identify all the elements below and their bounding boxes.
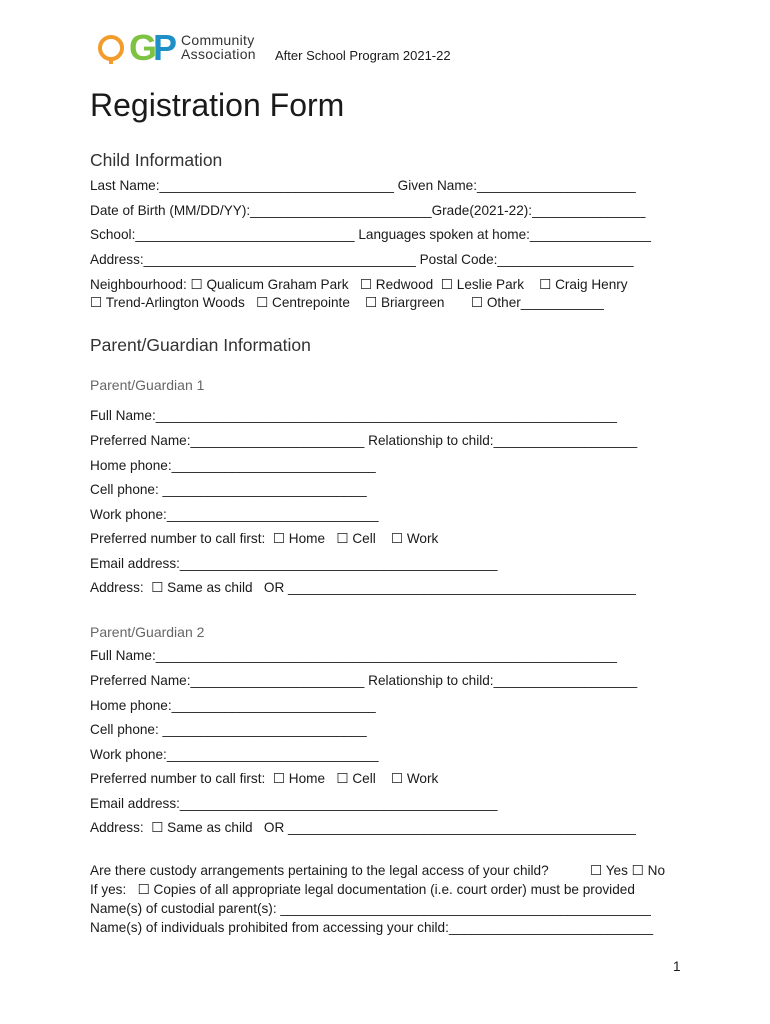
logo-q-mark <box>96 34 126 64</box>
custody-documentation[interactable]: If yes: ☐ Copies of all appropriate legal documentation (i.e. court order) must be provided <box>90 882 635 897</box>
parent2-call-first[interactable]: Preferred number to call first: ☐ Home ☐ Cell ☐ Work <box>90 771 439 786</box>
custodial-parents-field[interactable]: Name(s) of custodial parent(s): _________________________________________________ <box>90 901 651 916</box>
logo-text: Community Association <box>181 32 256 62</box>
address-postal-row[interactable]: Address:____________________________________ Postal Code:__________________ <box>90 252 634 267</box>
parent2-full-name[interactable]: Full Name:_____________________________________________________________ <box>90 648 617 663</box>
parent1-email[interactable]: Email address:__________________________________________ <box>90 556 498 571</box>
parent2-cell-phone[interactable]: Cell phone: ___________________________ <box>90 722 367 737</box>
parent1-preferred-relationship[interactable]: Preferred Name:_______________________ Relationship to child:___________________ <box>90 433 638 448</box>
parent1-address[interactable]: Address: ☐ Same as child OR ______________________________________________ <box>90 580 636 595</box>
school-languages-row[interactable]: School:_____________________________ Languages spoken at home:________________ <box>90 227 651 242</box>
logo-p-letter: P <box>153 27 178 68</box>
parent2-heading: Parent/Guardian 2 <box>90 624 205 640</box>
parent1-cell-phone[interactable]: Cell phone: ___________________________ <box>90 482 367 497</box>
parent1-home-phone[interactable]: Home phone:___________________________ <box>90 458 376 473</box>
page-title: Registration Form <box>90 87 345 123</box>
logo-g-letter: G <box>129 27 158 68</box>
child-info-heading: Child Information <box>90 150 223 170</box>
neighbourhood-options-1[interactable]: Neighbourhood: ☐ Qualicum Graham Park ☐ Redwood ☐ Leslie Park ☐ Craig Henry <box>90 277 628 292</box>
parent-info-heading: Parent/Guardian Information <box>90 335 311 355</box>
parent2-preferred-relationship[interactable]: Preferred Name:_______________________ Relationship to child:___________________ <box>90 673 638 688</box>
custody-question: Are there custody arrangements pertaining to the legal access of your child? <box>90 863 549 878</box>
program-subtitle: After School Program 2021-22 <box>275 48 451 63</box>
page-number: 1 <box>673 959 681 974</box>
custody-yes-no[interactable]: ☐ Yes ☐ No <box>590 863 666 878</box>
parent2-email[interactable]: Email address:__________________________________________ <box>90 796 498 811</box>
prohibited-individuals-field[interactable]: Name(s) of individuals prohibited from accessing your child:___________________________ <box>90 920 654 935</box>
parent1-call-first[interactable]: Preferred number to call first: ☐ Home ☐ Cell ☐ Work <box>90 531 439 546</box>
parent1-work-phone[interactable]: Work phone:____________________________ <box>90 507 379 522</box>
neighbourhood-options-2[interactable]: ☐ Trend-Arlington Woods ☐ Centrepointe ☐ Briargreen ☐ Other___________ <box>90 295 604 310</box>
last-given-name-row[interactable]: Last Name:_______________________________ Given Name:_____________________ <box>90 178 636 193</box>
dob-grade-row[interactable]: Date of Birth (MM/DD/YY):________________________Grade(2021-22):_______________ <box>90 203 646 218</box>
parent2-home-phone[interactable]: Home phone:___________________________ <box>90 698 376 713</box>
parent2-work-phone[interactable]: Work phone:____________________________ <box>90 747 379 762</box>
parent1-full-name[interactable]: Full Name:_____________________________________________________________ <box>90 408 617 423</box>
parent2-address[interactable]: Address: ☐ Same as child OR ______________________________________________ <box>90 820 636 835</box>
parent1-heading: Parent/Guardian 1 <box>90 377 205 393</box>
